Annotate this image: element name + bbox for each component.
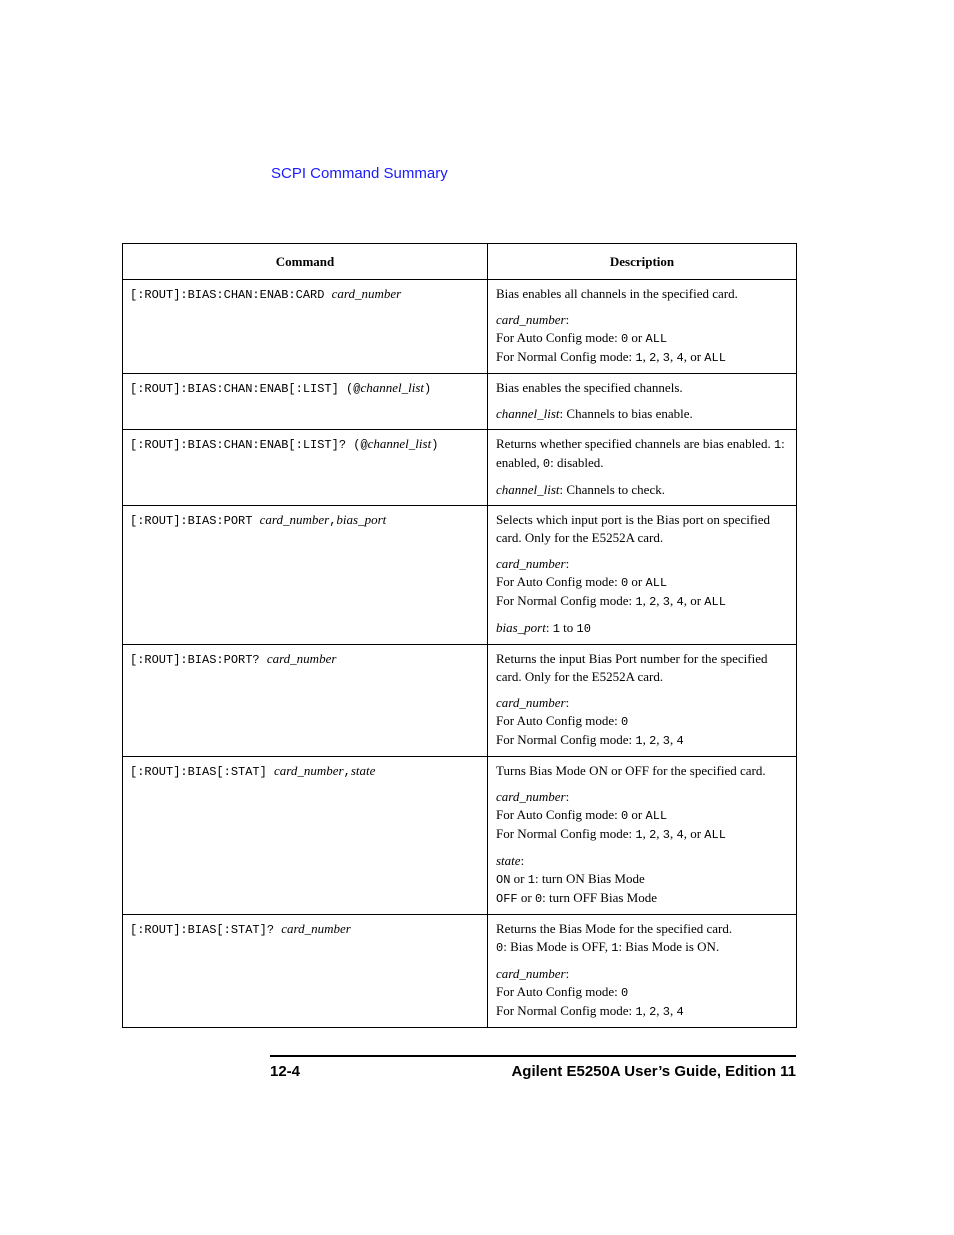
description-cell — [488, 374, 797, 430]
command-cell — [123, 430, 488, 506]
description-paragraph — [496, 379, 790, 397]
text-run: Bias enables all channels in the specified card. — [496, 286, 738, 301]
text-run: , or — [683, 593, 705, 608]
description-cell — [488, 280, 797, 374]
mono-token: 4 — [676, 1005, 684, 1019]
command-cell — [123, 915, 488, 1028]
mono-token: 0 — [620, 576, 629, 590]
text-run: , — [642, 826, 650, 841]
table-row — [123, 757, 797, 915]
mono-token: [:ROUT]:BIAS:PORT — [130, 514, 260, 528]
mono-token: 1 — [635, 734, 643, 748]
text-run: For Auto Config mode: — [496, 984, 621, 999]
table-body — [123, 280, 797, 1028]
command-cell — [123, 757, 488, 915]
mono-token: 3 — [662, 828, 670, 842]
mono-token: 0 — [620, 986, 629, 1000]
description-paragraph — [496, 694, 790, 750]
text-run: , — [670, 732, 677, 747]
description-paragraph — [496, 481, 790, 499]
text-run: , or — [683, 826, 705, 841]
text-run: , — [656, 826, 663, 841]
command-column-header: Command — [123, 244, 488, 280]
text-run: For Normal Config mode: — [496, 732, 636, 747]
description-cell — [488, 757, 797, 915]
mono-token: [:ROUT]:BIAS:CHAN:ENAB[:LIST]? (@ — [130, 438, 368, 452]
text-run: For Auto Config mode: — [496, 574, 621, 589]
text-run: , — [656, 732, 663, 747]
mono-token: ) — [431, 438, 439, 452]
mono-token: 4 — [676, 734, 684, 748]
mono-token: [:ROUT]:BIAS[:STAT] — [130, 765, 275, 779]
mono-token: OFF — [496, 892, 518, 906]
mono-token: 0 — [620, 715, 629, 729]
parameter-name: card_number — [274, 763, 344, 778]
table-row — [123, 645, 797, 757]
text-run: Selects which input port is the Bias port on specified card. Only for the E5252A card. — [496, 512, 771, 545]
page-number: 12-4 — [270, 1063, 301, 1080]
mono-token: , — [329, 514, 337, 528]
mono-token: 1 — [527, 873, 535, 887]
text-run: , — [642, 593, 650, 608]
parameter-name: channel_list — [496, 482, 560, 497]
text-run: , — [670, 349, 677, 364]
mono-token: 3 — [662, 1005, 670, 1019]
parameter-name: card_number — [266, 651, 337, 666]
mono-token: ) — [423, 382, 432, 396]
description-paragraph — [496, 762, 790, 780]
description-cell — [488, 430, 797, 506]
text-run: , — [670, 1003, 677, 1018]
parameter-name: card_number — [496, 312, 566, 327]
text-run: Turns Bias Mode ON or OFF for the specified card. — [496, 763, 766, 778]
text-run: For Normal Config mode: — [496, 349, 636, 364]
text-run: : Channels to bias enable. — [559, 406, 693, 421]
description-paragraph — [496, 285, 790, 303]
text-run: : turn OFF Bias Mode — [542, 890, 657, 905]
text-run: : — [565, 789, 570, 804]
text-run: , — [642, 349, 650, 364]
parameter-name: card_number — [496, 966, 566, 981]
text-run: or — [517, 890, 535, 905]
text-run: : — [565, 312, 570, 327]
mono-token: 3 — [662, 734, 670, 748]
mono-token: [:ROUT]:BIAS[:STAT]? — [130, 923, 282, 937]
text-run: : — [545, 620, 553, 635]
table-row — [123, 430, 797, 506]
parameter-name: card_number — [496, 789, 566, 804]
guide-title: Agilent E5250A User’s Guide, Edition 11 — [511, 1063, 796, 1080]
text-run: or — [628, 330, 646, 345]
table-row — [123, 374, 797, 430]
parameter-name: state — [350, 763, 376, 778]
text-run: For Normal Config mode: — [496, 826, 636, 841]
mono-token: 2 — [649, 734, 657, 748]
mono-token: 0 — [542, 457, 551, 471]
description-paragraph — [496, 555, 790, 611]
text-run: For Auto Config mode: — [496, 330, 621, 345]
mono-token: ALL — [704, 828, 726, 842]
mono-token: [:ROUT]:BIAS:PORT? — [130, 653, 267, 667]
parameter-name: card_number — [281, 921, 351, 936]
mono-token: , — [343, 765, 351, 779]
text-run: For Normal Config mode: — [496, 1003, 636, 1018]
text-run: For Auto Config mode: — [496, 807, 621, 822]
text-run: : turn ON Bias Mode — [534, 871, 645, 886]
mono-token: ALL — [645, 332, 668, 346]
text-run: , — [656, 593, 663, 608]
section-header-link[interactable]: SCPI Command Summary — [271, 165, 448, 182]
footer-divider — [270, 1055, 796, 1057]
description-paragraph — [496, 511, 790, 547]
text-run: , — [642, 1003, 650, 1018]
mono-token: ALL — [704, 351, 726, 365]
mono-token: ALL — [645, 809, 668, 823]
description-cell — [488, 506, 797, 645]
text-run: , — [642, 732, 650, 747]
mono-token: 4 — [676, 595, 684, 609]
mono-token: 1 — [552, 622, 560, 636]
mono-token: 3 — [662, 351, 670, 365]
parameter-name: channel_list — [367, 436, 432, 451]
text-run: : — [565, 695, 570, 710]
mono-token: 4 — [676, 351, 684, 365]
mono-token: 2 — [649, 351, 657, 365]
mono-token: 3 — [662, 595, 670, 609]
text-run: or — [628, 574, 646, 589]
description-paragraph — [496, 920, 790, 957]
description-paragraph — [496, 619, 790, 638]
text-run: : enabled, — [496, 436, 785, 470]
text-run: , or — [683, 349, 705, 364]
text-run: : Bias Mode is ON. — [618, 939, 720, 954]
parameter-name: card_number — [496, 556, 566, 571]
text-run: , — [670, 593, 677, 608]
command-cell — [123, 506, 488, 645]
table-row — [123, 506, 797, 645]
text-run: : disabled. — [550, 455, 604, 470]
mono-token: 1 — [635, 828, 643, 842]
text-run: , — [656, 349, 663, 364]
scpi-command-table — [122, 243, 797, 1028]
mono-token: 0 — [496, 941, 504, 955]
description-cell — [488, 915, 797, 1028]
text-run: Bias enables the specified channels. — [496, 380, 683, 395]
mono-token: 4 — [676, 828, 684, 842]
parameter-name: channel_list — [496, 406, 560, 421]
description-column-header: Description — [488, 244, 797, 280]
description-paragraph — [496, 311, 790, 367]
description-paragraph — [496, 405, 790, 423]
mono-token: 10 — [576, 622, 591, 636]
description-paragraph — [496, 852, 790, 908]
mono-token: 0 — [620, 332, 629, 346]
parameter-name: card_number — [496, 695, 566, 710]
table-row — [123, 280, 797, 374]
parameter-name: state — [496, 853, 521, 868]
command-cell — [123, 280, 488, 374]
description-paragraph — [496, 965, 790, 1021]
text-run: to — [559, 620, 577, 635]
text-run: For Auto Config mode: — [496, 713, 621, 728]
text-run: : — [520, 853, 525, 868]
text-run: For Normal Config mode: — [496, 593, 636, 608]
mono-token: 2 — [649, 1005, 657, 1019]
mono-token: 1 — [635, 1005, 643, 1019]
table-header-row — [123, 244, 797, 280]
text-run: : Channels to check. — [559, 482, 665, 497]
mono-token: [:ROUT]:BIAS:CHAN:ENAB:CARD — [130, 288, 332, 302]
parameter-name: bias_port — [496, 620, 546, 635]
parameter-name: bias_port — [336, 512, 387, 527]
mono-token: 1 — [635, 351, 643, 365]
command-cell — [123, 645, 488, 757]
mono-token: 1 — [635, 595, 643, 609]
mono-token: 2 — [649, 595, 657, 609]
mono-token: [:ROUT]:BIAS:CHAN:ENAB[:LIST] (@ — [130, 382, 361, 396]
mono-token: 0 — [534, 892, 543, 906]
parameter-name: card_number — [259, 512, 330, 527]
text-run: , — [656, 1003, 663, 1018]
description-paragraph — [496, 788, 790, 844]
text-run: , — [670, 826, 677, 841]
mono-token: 1 — [773, 438, 782, 452]
parameter-name: card_number — [331, 286, 402, 301]
parameter-name: channel_list — [360, 380, 424, 395]
mono-token: 0 — [620, 809, 629, 823]
mono-token: ALL — [645, 576, 668, 590]
text-run: or — [510, 871, 528, 886]
text-run: : — [565, 966, 570, 981]
description-paragraph — [496, 435, 790, 473]
text-run: Returns whether specified channels are bias enabled. — [496, 436, 774, 451]
mono-token: 1 — [611, 941, 619, 955]
description-paragraph — [496, 650, 790, 686]
text-run: : — [565, 556, 570, 571]
description-cell — [488, 645, 797, 757]
mono-token: 2 — [649, 828, 657, 842]
text-run: : Bias Mode is OFF, — [503, 939, 612, 954]
text-run: or — [628, 807, 646, 822]
text-run: Returns the input Bias Port number for the specified card. Only for the E5252A card. — [496, 651, 768, 684]
table-row — [123, 915, 797, 1028]
command-cell — [123, 374, 488, 430]
text-run: Returns the Bias Mode for the specified card. — [496, 921, 733, 936]
mono-token: ALL — [704, 595, 726, 609]
mono-token: ON — [496, 873, 511, 887]
